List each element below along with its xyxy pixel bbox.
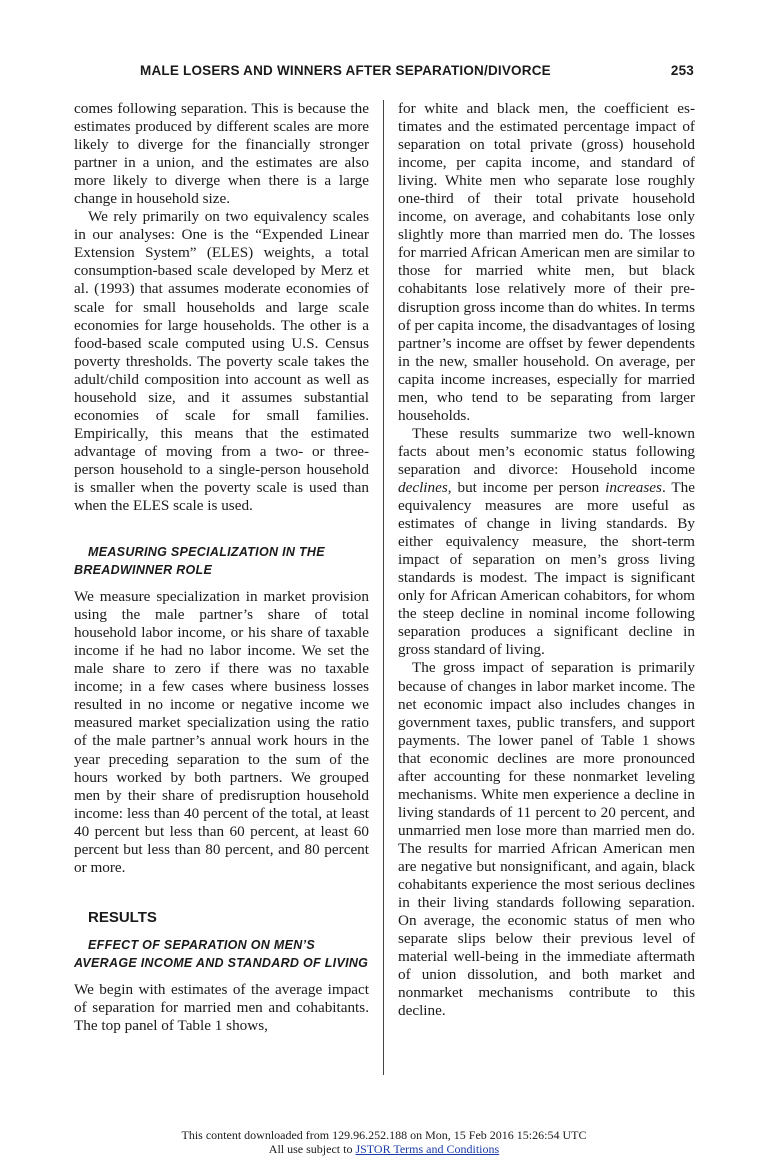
page-number: 253 (670, 63, 694, 78)
running-title: MALE LOSERS AND WINNERS AFTER SEPARATION/DIVORCE (140, 63, 551, 78)
right-column (398, 100, 695, 1020)
paragraph: We begin with estimates of the average impact of separation for married men and cohabitants. The top panel of Table 1 shows, (74, 980, 369, 1034)
running-header (140, 63, 700, 83)
paragraph: comes following separation. This is because the estimates produced by different scales are more likely to diverge for the financially stronger partner in a union, and the estimates are also more likely to diverge when there is a large change in household size. (74, 100, 369, 208)
left-column (74, 100, 369, 1035)
paragraph: The gross impact of separation is primarily because of changes in labor market income. The net economic impact also includes changes in government taxes, public transfers, and support payments. The lower panel of Table 1 shows that economic declines are more pronounced after accounting for these nonmarket leveling mechanisms. White men experience a decline in living standards of 11 percent to 20 percent, and unmarried men lose more than married men do. The results for married African American men are negative but nonsignificant, and again, black cohabitants experience the most serious declines in their living standards following separation. On average, the economic status of men who separate slips below their previous level of material well-being in the immediate aftermath of union dissolution, and both market and nonmarket mechanisms contribute to this decline. (398, 659, 695, 1020)
column-divider (383, 100, 384, 1075)
download-notice: This content downloaded from 129.96.252.188 on Mon, 15 Feb 2016 15:26:54 UTC (181, 1128, 587, 1142)
emphasis: declines (398, 478, 448, 496)
terms-line: All use subject to JSTOR Terms and Conditions (268, 1142, 500, 1156)
jstor-terms-link[interactable]: JSTOR Terms and Conditions (355, 1142, 500, 1156)
paragraph: We rely primarily on two equivalency scales in our analyses: One is the “Expended Linear Extension System” (ELES) weights, a total consumption-based scale developed by Merz et al. (1993) that assumes moderate economies of scale for small households and large scale economies for large households. The other is a food-based scale computed using U.S. Census poverty thresholds. The poverty scale takes the adult/child composition into account as well as household size, and it assumes substantial economies of scale for small families. Empirically, this means that the estimated advantage of moving from a two- or three-person household to a single-person household is smaller when the poverty scale is used than when the ELES scale is used. (74, 208, 369, 515)
subsection-heading: MEASURING SPECIALIZATION IN THE BREADWINNER ROLE (74, 545, 325, 578)
emphasis: increases (605, 478, 662, 496)
subsection-heading: EFFECT OF SEPARATION ON MEN’S AVERAGE INCOME AND STANDARD OF LIVING (74, 937, 369, 970)
section-heading: RESULTS (88, 908, 157, 926)
paragraph: These results summarize two well-known facts about men’s economic status following separation and divorce: Household income declines, but income per person increases. The equivalency measures are more useful as estimates of change in living standards. By either equivalency measure, the short-term impact of separation on men’s gross living standards is modest. The impact is significant only for African American cohabitors, for whom the steep decline in nominal income following separation produces a significant decline in gross standard of living. (398, 424, 695, 659)
paragraph: We measure specialization in market provision using the male partner’s share of total household labor income, or his share of taxable income if he had no labor income. We set the male share to zero if there was no taxable income; in a few cases where business losses resulted in no income or negative income we measured market specialization using the ratio of the male partner’s annual work hours in the year preceding separation to the sum of the hours worked by both partners. We grouped men by their share of predisruption household income: less than 40 percent of the total, at least 40 percent but less than 60 percent, at least 60 percent but less than 80 percent, and 80 percent or more. (74, 588, 369, 876)
download-footer (0, 1128, 768, 1156)
paragraph: for white and black men, the coefficient estimates and the estimated percentage impact of separation on total private (gross) household income, per capita income, and standard of living. White men who separate lose roughly one-third of their total private household income, on average, and cohabitants lose only slightly more than married men do. The losses for married African American men are similar to those for married white men, but black cohabitants lose relatively more of their pre-disruption gross income than do whites. In terms of per capita income, the disadvantages of losing partner’s income are offset by fewer dependents in the new, smaller household. On average, per capita income increases, especially for married men, who tend to be separating from larger households. (398, 100, 695, 424)
